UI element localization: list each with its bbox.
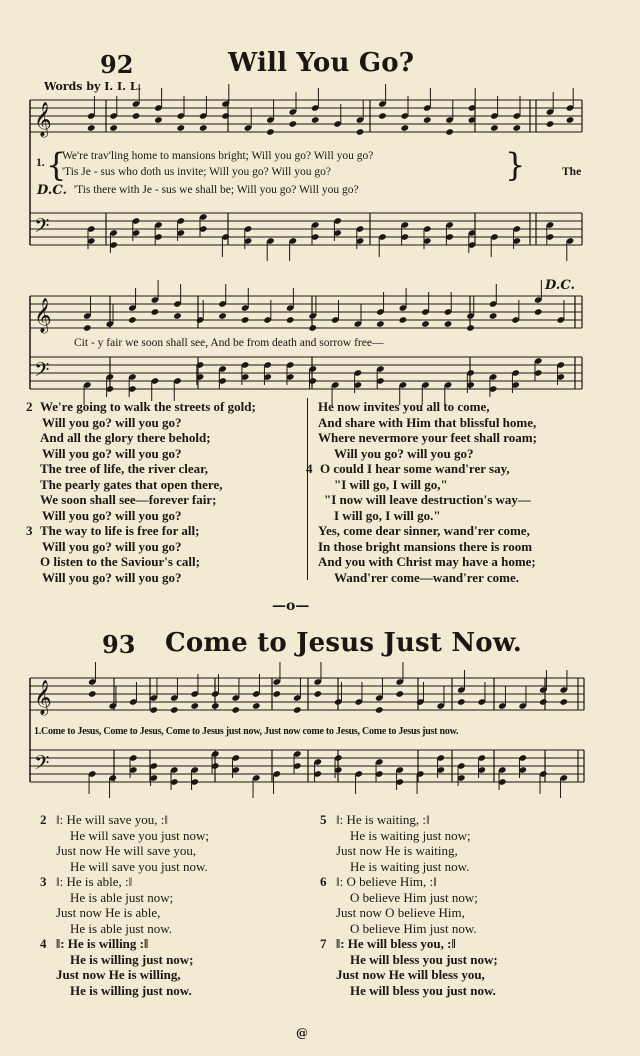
note — [311, 116, 320, 124]
bass-clef-icon: 𝄢 — [34, 214, 50, 242]
note — [566, 116, 575, 124]
note — [132, 112, 141, 120]
note — [444, 320, 453, 328]
stanza-line: Yes, come dear sinner, wand'rer come, — [318, 523, 530, 538]
note — [489, 312, 498, 320]
note — [534, 308, 543, 316]
stanza-line: "I will go, I will go," — [334, 476, 448, 492]
stanza-line: He now invites you all to come, — [318, 399, 490, 414]
stanza-line: And you with Christ may have a home; — [318, 554, 536, 569]
note — [308, 324, 317, 332]
stanza-line: 2 We're going to walk the streets of gold; — [26, 399, 256, 414]
stanza-line: He will save you just now; — [70, 827, 210, 843]
stanza-line: 5 ‖: He is waiting, :‖ — [320, 812, 430, 827]
stanza-line: The pearly gates that open there, — [40, 476, 223, 492]
note — [286, 316, 295, 324]
note — [170, 706, 179, 714]
note — [266, 128, 275, 136]
stanza-line: Where nevermore your feet shall roam; — [318, 430, 537, 445]
hymn-93-stanzas-right — [320, 812, 498, 998]
stanza-line: He will save you just now. — [70, 858, 208, 874]
note — [190, 702, 199, 710]
stanza-line: I will go, I will go." — [334, 507, 441, 523]
note — [445, 128, 454, 136]
note — [356, 128, 365, 136]
note — [466, 324, 475, 332]
footer-mark: @ — [296, 1026, 308, 1040]
stanza-line: "I now will leave destruction's way— — [324, 492, 531, 507]
stanza-line: Will you go? will you go? — [334, 445, 474, 461]
note — [512, 124, 521, 132]
note — [154, 116, 163, 124]
stanza-line: 2 ‖: He will save you, :‖ — [40, 812, 169, 827]
note — [221, 112, 230, 120]
lyric-line-2: 'Tis Je - sus who doth us invite; Will you go? Will you go? — [62, 166, 331, 178]
section-separator: —o— — [272, 598, 310, 614]
stanza-line: 3 The way to life is free for all; — [26, 523, 200, 538]
stanza-line: He will bless you just now. — [350, 982, 496, 998]
hymn-93-title: Come to Jesus Just Now. — [165, 628, 523, 658]
verse-number-1: 1. — [36, 157, 45, 169]
hymn-93-stanzas-left — [40, 812, 209, 998]
stanza-line: We soon shall see—forever fair; — [40, 492, 217, 507]
bass-clef-icon: 𝄢 — [34, 358, 50, 386]
hymn-93-number: 93 — [102, 630, 136, 659]
note — [149, 706, 158, 714]
note — [376, 320, 385, 328]
note — [218, 312, 227, 320]
lyric-brace: { — [46, 146, 67, 184]
lyric-line-1: We're trav'ling home to mansions bright; Will you go? Will you go? — [62, 150, 374, 162]
note — [252, 702, 261, 710]
note — [490, 124, 499, 132]
note — [173, 312, 182, 320]
note — [313, 690, 322, 698]
note — [539, 698, 548, 706]
dc-label: D.C. — [37, 183, 67, 198]
bass-clef-icon: 𝄢 — [34, 751, 50, 779]
note — [272, 690, 281, 698]
treble-clef-icon: 𝄞 — [34, 102, 52, 137]
treble-clef-icon: 𝄞 — [34, 298, 52, 333]
note — [457, 698, 466, 706]
stanza-line: Will you go? will you go? — [42, 569, 182, 585]
hymn-92-credit: Words by I. I. L. — [44, 80, 142, 93]
note — [293, 706, 302, 714]
stanza-line: 6 ‖: O believe Him, :‖ — [320, 874, 437, 889]
stanza-line: He is willing just now; — [70, 951, 194, 967]
stanza-line: He is waiting just now; — [350, 827, 471, 843]
note — [176, 124, 185, 132]
note — [423, 116, 432, 124]
note — [400, 124, 409, 132]
note — [128, 316, 137, 324]
stanza-line: Just now He will save you, — [56, 843, 197, 858]
note — [87, 124, 96, 132]
stanza-line: In those bright mansions there is room — [318, 538, 533, 554]
stanza-line: 7 ‖: He will bless you, :‖ — [320, 936, 456, 951]
hymn-92-stanzas-right — [306, 399, 537, 585]
hymn-93-lyric-line: 1.Come to Jesus, Come to Jesus, Come to Jesus just now, Just now come to Jesus, Come to Jesus just now. — [34, 726, 459, 737]
stanza-line: Will you go? will you go? — [42, 445, 182, 461]
stanza-line: 4 O could I hear some wand'rer say, — [306, 461, 510, 476]
stanza-line: And share with Him that blissful home, — [318, 414, 537, 430]
stanza-line: Just now He will bless you, — [336, 967, 485, 982]
dc-mark: D.C. — [545, 278, 575, 293]
column-divider — [307, 398, 308, 580]
stanza-line: Just now He is waiting, — [336, 843, 458, 858]
treble-clef-icon: 𝄞 — [34, 680, 52, 715]
note — [395, 690, 404, 698]
note — [375, 706, 384, 714]
stanza-line: Just now O believe Him, — [336, 905, 465, 920]
note — [88, 690, 97, 698]
stanza-line: He is willing just now. — [70, 982, 192, 998]
lyric-brace-right: } — [505, 146, 526, 184]
stanza-line: Just now He is able, — [56, 905, 161, 920]
stanza-line: 4 ‖: He is willing :‖ — [40, 936, 149, 951]
stanza-line: Will you go? will you go? — [42, 538, 182, 554]
hymn-92-title: Will You Go? — [228, 48, 415, 78]
note — [199, 124, 208, 132]
lyric-line-4: Cit - y fair we soon shall see, And be from death and sorrow free— — [74, 337, 384, 349]
stanza-line: And all the glory there behold; — [40, 430, 211, 445]
note — [288, 120, 297, 128]
note — [211, 702, 220, 710]
stanza-line: Wand'rer come—wand'rer come. — [334, 569, 519, 585]
stanza-line: Just now He is willing, — [56, 967, 181, 982]
stanza-line: O listen to the Saviour's call; — [40, 554, 200, 569]
stanza-line: He is able just now; — [70, 889, 174, 905]
note — [151, 308, 160, 316]
lyric-line-3: 'Tis there with Je - sus we shall be; Will you go? Will you go? — [74, 184, 359, 196]
note — [399, 316, 408, 324]
note — [231, 706, 240, 714]
stanza-line: Will you go? will you go? — [42, 414, 182, 430]
note — [241, 316, 250, 324]
hymn-92-number: 92 — [100, 50, 134, 79]
note — [559, 698, 568, 706]
note — [421, 320, 430, 328]
lyric-line-3-tail: The — [562, 166, 582, 178]
stanza-line: The tree of life, the river clear, — [40, 461, 208, 476]
stanza-line: Will you go? will you go? — [42, 507, 182, 523]
note — [109, 124, 118, 132]
note — [546, 120, 555, 128]
note — [378, 112, 387, 120]
stanza-line: He will bless you just now; — [350, 951, 498, 967]
stanza-line: He is able just now. — [70, 920, 173, 936]
stanza-line: He is waiting just now. — [350, 858, 470, 874]
hymn-92-stanzas-left — [26, 399, 256, 585]
note — [83, 324, 92, 332]
stanza-line: O believe Him just now; — [350, 889, 478, 905]
stanza-line: 3 ‖: He is able, :‖ — [40, 874, 133, 889]
stanza-line: O believe Him just now. — [350, 920, 477, 936]
